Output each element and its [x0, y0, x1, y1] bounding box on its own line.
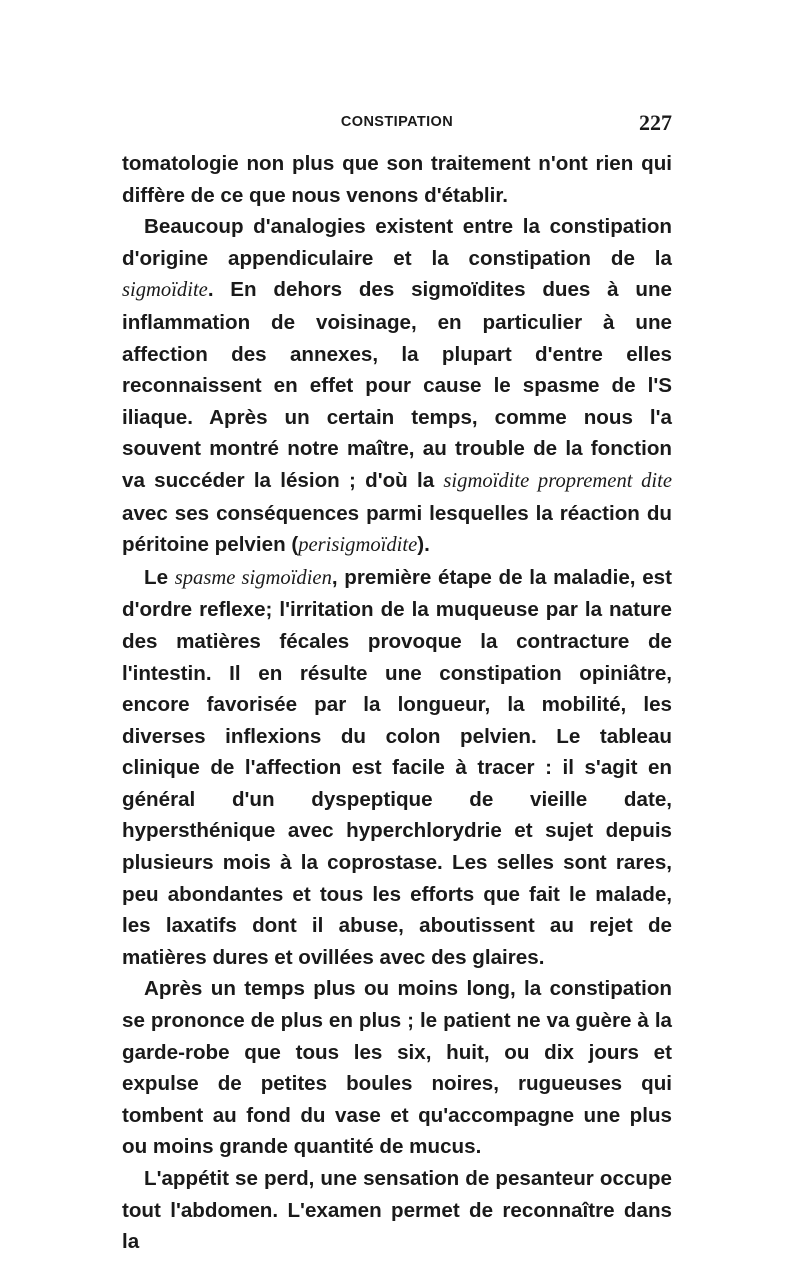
- text-run: . En dehors des sigmoïdites dues à une inflammation de voisinage, en particulier à une affection des annexes, la plupart d'entre elles reconnaissent en effet pour cause le spasme de l'S iliaque. Après un certain temps, comme nous l'a souvent montré notre maître, au trouble de la fonction va succéder la lésion ; d'où la: [122, 278, 672, 492]
- text-run: , première étape de la maladie, est d'ordre reflexe; l'irritation de la muqueuse par la nature des matières fécales provoque la contracture de l'intestin. Il en résulte une constipation opiniâtre, encore favorisée par la longueur, la mobilité, les diverses inflexions du colon pelvien. Le tableau clinique de l'affection est facile à tracer : il s'agit en général d'un dyspeptique de vieille date, hypersthénique avec hyperchlorydrie et sujet depuis plusieurs mois à la coprostase. Les selles sont rares, peu abondantes et tous les efforts que fait le malade, les laxatifs dont il abuse, aboutissent au rejet de matières dures et ovillées avec des glaires.: [122, 565, 672, 969]
- paragraph-1: [122, 148, 672, 211]
- paragraph-2: [122, 211, 672, 562]
- text-run: Après un temps plus ou moins long, la constipation se prononce de plus en plus ; le patient ne va guère à la garde-robe que tous les six, huit, ou dix jours et expulse de petites boules noires, rugueuses qui tombent au fond du vase et qu'accompagne une plus ou moins grande quantité de mucus.: [122, 977, 672, 1159]
- page-number: 227: [639, 110, 672, 135]
- book-page: [122, 110, 672, 1258]
- italic-term: sigmoïdite: [122, 279, 208, 302]
- italic-term: sigmoïdite proprement dite: [443, 469, 673, 492]
- italic-term: perisigmoïdite: [298, 534, 418, 557]
- paragraph-5: [122, 1163, 672, 1258]
- paragraph-3: [122, 562, 672, 974]
- text-run: L'appétit se perd, une sensation de pesanteur occupe tout l'abdomen. L'examen permet de reconnaître dans la: [122, 1167, 672, 1254]
- text-run: Beaucoup d'analogies existent entre la constipation d'origine appendiculaire et la constipation de la: [122, 215, 672, 270]
- running-head: [122, 110, 672, 140]
- text-run: tomatologie non plus que son traitement n'ont rien qui diffère de ce que nous venons d'établir.: [122, 152, 672, 207]
- text-run: ).: [417, 533, 430, 557]
- text-run: Le: [144, 565, 175, 589]
- text-run: avec ses conséquences parmi lesquelles la réaction du péritoine pelvien (: [122, 501, 672, 557]
- header-title: CONSTIPATION: [340, 114, 454, 130]
- body-text: [122, 148, 672, 1258]
- italic-term: spasme sigmoïdien: [174, 566, 332, 589]
- paragraph-4: [122, 973, 672, 1163]
